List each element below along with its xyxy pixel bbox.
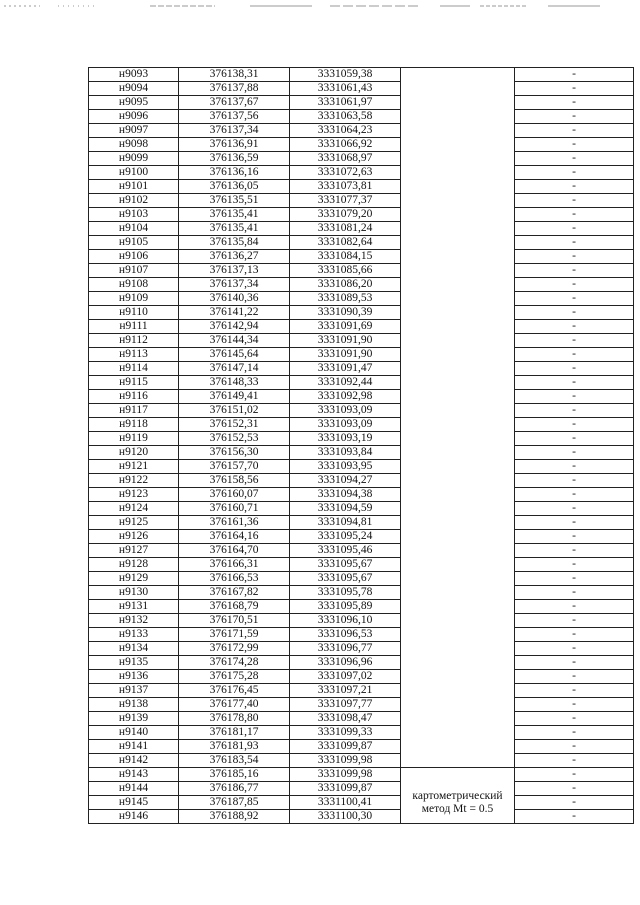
x-coordinate-cell: 376164,70 (179, 544, 290, 558)
point-id-cell: н9132 (89, 614, 179, 628)
point-id-cell: н9146 (89, 810, 179, 824)
x-coordinate-cell: 376136,59 (179, 152, 290, 166)
y-coordinate-cell: 3331093,09 (290, 404, 401, 418)
table-row (89, 488, 634, 502)
point-id-cell: н9140 (89, 726, 179, 740)
x-coordinate-cell: 376183,54 (179, 754, 290, 768)
accuracy-cell: - (515, 306, 634, 320)
y-coordinate-cell: 3331094,27 (290, 474, 401, 488)
y-coordinate-cell: 3331061,97 (290, 96, 401, 110)
point-id-cell: н9135 (89, 656, 179, 670)
accuracy-cell: - (515, 558, 634, 572)
point-id-cell: н9126 (89, 530, 179, 544)
x-coordinate-cell: 376185,16 (179, 768, 290, 782)
table-row (89, 614, 634, 628)
accuracy-cell: - (515, 530, 634, 544)
accuracy-cell: - (515, 768, 634, 782)
y-coordinate-cell: 3331089,53 (290, 292, 401, 306)
y-coordinate-cell: 3331095,67 (290, 558, 401, 572)
x-coordinate-cell: 376160,71 (179, 502, 290, 516)
x-coordinate-cell: 376142,94 (179, 320, 290, 334)
point-id-cell: н9117 (89, 404, 179, 418)
table-row (89, 796, 634, 810)
table-row (89, 670, 634, 684)
accuracy-cell: - (515, 208, 634, 222)
x-coordinate-cell: 376135,84 (179, 236, 290, 250)
point-id-cell: н9139 (89, 712, 179, 726)
accuracy-cell: - (515, 194, 634, 208)
point-id-cell: н9108 (89, 278, 179, 292)
accuracy-cell: - (515, 754, 634, 768)
accuracy-cell: - (515, 222, 634, 236)
table-row (89, 82, 634, 96)
method-cell (401, 768, 515, 824)
y-coordinate-cell: 3331098,47 (290, 712, 401, 726)
point-id-cell: н9141 (89, 740, 179, 754)
x-coordinate-cell: 376187,85 (179, 796, 290, 810)
table-row (89, 768, 634, 782)
point-id-cell: н9131 (89, 600, 179, 614)
x-coordinate-cell: 376166,53 (179, 572, 290, 586)
y-coordinate-cell: 3331093,09 (290, 418, 401, 432)
y-coordinate-cell: 3331091,69 (290, 320, 401, 334)
y-coordinate-cell: 3331099,98 (290, 768, 401, 782)
y-coordinate-cell: 3331093,19 (290, 432, 401, 446)
x-coordinate-cell: 376136,27 (179, 250, 290, 264)
table-row (89, 124, 634, 138)
y-coordinate-cell: 3331095,24 (290, 530, 401, 544)
accuracy-cell: - (515, 138, 634, 152)
table-row (89, 502, 634, 516)
y-coordinate-cell: 3331095,67 (290, 572, 401, 586)
y-coordinate-cell: 3331096,96 (290, 656, 401, 670)
accuracy-cell: - (515, 516, 634, 530)
y-coordinate-cell: 3331100,30 (290, 810, 401, 824)
table-row (89, 376, 634, 390)
accuracy-cell: - (515, 684, 634, 698)
accuracy-cell: - (515, 572, 634, 586)
accuracy-cell: - (515, 432, 634, 446)
x-coordinate-cell: 376167,82 (179, 586, 290, 600)
point-id-cell: н9143 (89, 768, 179, 782)
table-row (89, 754, 634, 768)
x-coordinate-cell: 376164,16 (179, 530, 290, 544)
y-coordinate-cell: 3331093,84 (290, 446, 401, 460)
x-coordinate-cell: 376177,40 (179, 698, 290, 712)
x-coordinate-cell: 376147,14 (179, 362, 290, 376)
y-coordinate-cell: 3331099,87 (290, 782, 401, 796)
accuracy-cell: - (515, 600, 634, 614)
point-id-cell: н9119 (89, 432, 179, 446)
point-id-cell: н9100 (89, 166, 179, 180)
y-coordinate-cell: 3331077,37 (290, 194, 401, 208)
point-id-cell: н9111 (89, 320, 179, 334)
y-coordinate-cell: 3331099,98 (290, 754, 401, 768)
y-coordinate-cell: 3331091,90 (290, 334, 401, 348)
point-id-cell: н9110 (89, 306, 179, 320)
x-coordinate-cell: 376137,13 (179, 264, 290, 278)
table-row (89, 194, 634, 208)
x-coordinate-cell: 376175,28 (179, 670, 290, 684)
point-id-cell: н9116 (89, 390, 179, 404)
table-row (89, 712, 634, 726)
y-coordinate-cell: 3331100,41 (290, 796, 401, 810)
y-coordinate-cell: 3331096,53 (290, 628, 401, 642)
x-coordinate-cell: 376137,34 (179, 124, 290, 138)
scan-artifact-header (0, 0, 640, 12)
x-coordinate-cell: 376135,51 (179, 194, 290, 208)
table-row (89, 740, 634, 754)
y-coordinate-cell: 3331096,10 (290, 614, 401, 628)
y-coordinate-cell: 3331097,21 (290, 684, 401, 698)
table-row (89, 334, 634, 348)
y-coordinate-cell: 3331099,33 (290, 726, 401, 740)
y-coordinate-cell: 3331081,24 (290, 222, 401, 236)
accuracy-cell: - (515, 418, 634, 432)
accuracy-cell: - (515, 614, 634, 628)
table-row (89, 418, 634, 432)
x-coordinate-cell: 376136,16 (179, 166, 290, 180)
x-coordinate-cell: 376186,77 (179, 782, 290, 796)
x-coordinate-cell: 376166,31 (179, 558, 290, 572)
table-row (89, 320, 634, 334)
x-coordinate-cell: 376148,33 (179, 376, 290, 390)
coordinates-table-body (89, 68, 634, 824)
x-coordinate-cell: 376141,22 (179, 306, 290, 320)
accuracy-cell: - (515, 404, 634, 418)
y-coordinate-cell: 3331084,15 (290, 250, 401, 264)
table-row (89, 152, 634, 166)
x-coordinate-cell: 376151,02 (179, 404, 290, 418)
accuracy-cell: - (515, 740, 634, 754)
point-id-cell: н9101 (89, 180, 179, 194)
point-id-cell: н9127 (89, 544, 179, 558)
point-id-cell: н9130 (89, 586, 179, 600)
table-row (89, 446, 634, 460)
y-coordinate-cell: 3331095,89 (290, 600, 401, 614)
accuracy-cell: - (515, 460, 634, 474)
y-coordinate-cell: 3331091,47 (290, 362, 401, 376)
point-id-cell: н9112 (89, 334, 179, 348)
y-coordinate-cell: 3331063,58 (290, 110, 401, 124)
x-coordinate-cell: 376135,41 (179, 208, 290, 222)
point-id-cell: н9096 (89, 110, 179, 124)
y-coordinate-cell: 3331095,46 (290, 544, 401, 558)
table-row (89, 180, 634, 194)
y-coordinate-cell: 3331092,98 (290, 390, 401, 404)
x-coordinate-cell: 376181,93 (179, 740, 290, 754)
x-coordinate-cell: 376138,31 (179, 68, 290, 82)
x-coordinate-cell: 376176,45 (179, 684, 290, 698)
accuracy-cell: - (515, 250, 634, 264)
table-row (89, 810, 634, 824)
table-row (89, 558, 634, 572)
x-coordinate-cell: 376156,30 (179, 446, 290, 460)
point-id-cell: н9098 (89, 138, 179, 152)
x-coordinate-cell: 376144,34 (179, 334, 290, 348)
accuracy-cell: - (515, 348, 634, 362)
accuracy-cell: - (515, 656, 634, 670)
y-coordinate-cell: 3331072,63 (290, 166, 401, 180)
x-coordinate-cell: 376152,53 (179, 432, 290, 446)
y-coordinate-cell: 3331082,64 (290, 236, 401, 250)
table-row (89, 278, 634, 292)
coordinates-table (88, 67, 634, 824)
x-coordinate-cell: 376145,64 (179, 348, 290, 362)
y-coordinate-cell: 3331092,44 (290, 376, 401, 390)
point-id-cell: н9125 (89, 516, 179, 530)
table-row (89, 362, 634, 376)
point-id-cell: н9120 (89, 446, 179, 460)
x-coordinate-cell: 376140,36 (179, 292, 290, 306)
x-coordinate-cell: 376158,56 (179, 474, 290, 488)
accuracy-cell: - (515, 320, 634, 334)
accuracy-cell: - (515, 110, 634, 124)
accuracy-cell: - (515, 544, 634, 558)
point-id-cell: н9138 (89, 698, 179, 712)
y-coordinate-cell: 3331099,87 (290, 740, 401, 754)
accuracy-cell: - (515, 390, 634, 404)
accuracy-cell: - (515, 446, 634, 460)
point-id-cell: н9118 (89, 418, 179, 432)
accuracy-cell: - (515, 488, 634, 502)
table-row (89, 474, 634, 488)
x-coordinate-cell: 376161,36 (179, 516, 290, 530)
x-coordinate-cell: 376149,41 (179, 390, 290, 404)
point-id-cell: н9137 (89, 684, 179, 698)
point-id-cell: н9129 (89, 572, 179, 586)
table-row (89, 292, 634, 306)
x-coordinate-cell: 376181,17 (179, 726, 290, 740)
point-id-cell: н9144 (89, 782, 179, 796)
accuracy-cell: - (515, 152, 634, 166)
accuracy-cell: - (515, 642, 634, 656)
y-coordinate-cell: 3331086,20 (290, 278, 401, 292)
accuracy-cell: - (515, 502, 634, 516)
point-id-cell: н9105 (89, 236, 179, 250)
table-row (89, 404, 634, 418)
accuracy-cell: - (515, 628, 634, 642)
point-id-cell: н9123 (89, 488, 179, 502)
y-coordinate-cell: 3331093,95 (290, 460, 401, 474)
y-coordinate-cell: 3331094,59 (290, 502, 401, 516)
point-id-cell: н9102 (89, 194, 179, 208)
table-row (89, 208, 634, 222)
accuracy-cell: - (515, 810, 634, 824)
table-row (89, 782, 634, 796)
y-coordinate-cell: 3331094,38 (290, 488, 401, 502)
table-row (89, 516, 634, 530)
point-id-cell: н9095 (89, 96, 179, 110)
point-id-cell: н9145 (89, 796, 179, 810)
table-row (89, 586, 634, 600)
y-coordinate-cell: 3331096,77 (290, 642, 401, 656)
point-id-cell: н9103 (89, 208, 179, 222)
x-coordinate-cell: 376171,59 (179, 628, 290, 642)
point-id-cell: н9113 (89, 348, 179, 362)
y-coordinate-cell: 3331079,20 (290, 208, 401, 222)
x-coordinate-cell: 376136,05 (179, 180, 290, 194)
method-text-line2: метод Mt = 0.5 (421, 802, 494, 815)
point-id-cell: н9106 (89, 250, 179, 264)
table-row (89, 390, 634, 404)
point-id-cell: н9136 (89, 670, 179, 684)
table-row (89, 138, 634, 152)
x-coordinate-cell: 376160,07 (179, 488, 290, 502)
point-id-cell: н9094 (89, 82, 179, 96)
table-row (89, 250, 634, 264)
accuracy-cell: - (515, 712, 634, 726)
table-row (89, 222, 634, 236)
y-coordinate-cell: 3331066,92 (290, 138, 401, 152)
point-id-cell: н9115 (89, 376, 179, 390)
y-coordinate-cell: 3331090,39 (290, 306, 401, 320)
accuracy-cell: - (515, 586, 634, 600)
table-row (89, 236, 634, 250)
table-row (89, 432, 634, 446)
y-coordinate-cell: 3331085,66 (290, 264, 401, 278)
x-coordinate-cell: 376172,99 (179, 642, 290, 656)
point-id-cell: н9134 (89, 642, 179, 656)
table-row (89, 110, 634, 124)
accuracy-cell: - (515, 292, 634, 306)
y-coordinate-cell: 3331073,81 (290, 180, 401, 194)
y-coordinate-cell: 3331097,77 (290, 698, 401, 712)
table-row (89, 306, 634, 320)
table-row (89, 68, 634, 82)
table-row (89, 572, 634, 586)
table-row (89, 348, 634, 362)
table-row (89, 642, 634, 656)
x-coordinate-cell: 376178,80 (179, 712, 290, 726)
accuracy-cell: - (515, 124, 634, 138)
point-id-cell: н9142 (89, 754, 179, 768)
accuracy-cell: - (515, 726, 634, 740)
accuracy-cell: - (515, 670, 634, 684)
point-id-cell: н9122 (89, 474, 179, 488)
accuracy-cell: - (515, 376, 634, 390)
accuracy-cell: - (515, 68, 634, 82)
x-coordinate-cell: 376137,34 (179, 278, 290, 292)
x-coordinate-cell: 376135,41 (179, 222, 290, 236)
x-coordinate-cell: 376168,79 (179, 600, 290, 614)
y-coordinate-cell: 3331061,43 (290, 82, 401, 96)
point-id-cell: н9109 (89, 292, 179, 306)
y-coordinate-cell: 3331059,38 (290, 68, 401, 82)
x-coordinate-cell: 376170,51 (179, 614, 290, 628)
point-id-cell: н9093 (89, 68, 179, 82)
accuracy-cell: - (515, 236, 634, 250)
accuracy-cell: - (515, 82, 634, 96)
accuracy-cell: - (515, 474, 634, 488)
accuracy-cell: - (515, 166, 634, 180)
table-row (89, 698, 634, 712)
y-coordinate-cell: 3331064,23 (290, 124, 401, 138)
point-id-cell: н9104 (89, 222, 179, 236)
table-row (89, 264, 634, 278)
accuracy-cell: - (515, 96, 634, 110)
table-row (89, 96, 634, 110)
point-id-cell: н9124 (89, 502, 179, 516)
point-id-cell: н9107 (89, 264, 179, 278)
accuracy-cell: - (515, 698, 634, 712)
x-coordinate-cell: 376188,92 (179, 810, 290, 824)
point-id-cell: н9133 (89, 628, 179, 642)
method-text-line1: картометрический (412, 789, 503, 802)
x-coordinate-cell: 376137,67 (179, 96, 290, 110)
y-coordinate-cell: 3331094,81 (290, 516, 401, 530)
x-coordinate-cell: 376136,91 (179, 138, 290, 152)
x-coordinate-cell: 376152,31 (179, 418, 290, 432)
point-id-cell: н9097 (89, 124, 179, 138)
point-id-cell: н9114 (89, 362, 179, 376)
y-coordinate-cell: 3331068,97 (290, 152, 401, 166)
x-coordinate-cell: 376137,56 (179, 110, 290, 124)
accuracy-cell: - (515, 796, 634, 810)
x-coordinate-cell: 376157,70 (179, 460, 290, 474)
table-row (89, 544, 634, 558)
x-coordinate-cell: 376137,88 (179, 82, 290, 96)
table-row (89, 600, 634, 614)
table-row (89, 166, 634, 180)
point-id-cell: н9099 (89, 152, 179, 166)
table-row (89, 628, 634, 642)
method-cell-empty (401, 68, 515, 768)
point-id-cell: н9128 (89, 558, 179, 572)
accuracy-cell: - (515, 278, 634, 292)
x-coordinate-cell: 376174,28 (179, 656, 290, 670)
table-row (89, 684, 634, 698)
point-id-cell: н9121 (89, 460, 179, 474)
y-coordinate-cell: 3331095,78 (290, 586, 401, 600)
accuracy-cell: - (515, 180, 634, 194)
table-row (89, 530, 634, 544)
table-row (89, 656, 634, 670)
y-coordinate-cell: 3331097,02 (290, 670, 401, 684)
y-coordinate-cell: 3331091,90 (290, 348, 401, 362)
accuracy-cell: - (515, 264, 634, 278)
table-row (89, 726, 634, 740)
table-row (89, 460, 634, 474)
accuracy-cell: - (515, 782, 634, 796)
accuracy-cell: - (515, 362, 634, 376)
accuracy-cell: - (515, 334, 634, 348)
